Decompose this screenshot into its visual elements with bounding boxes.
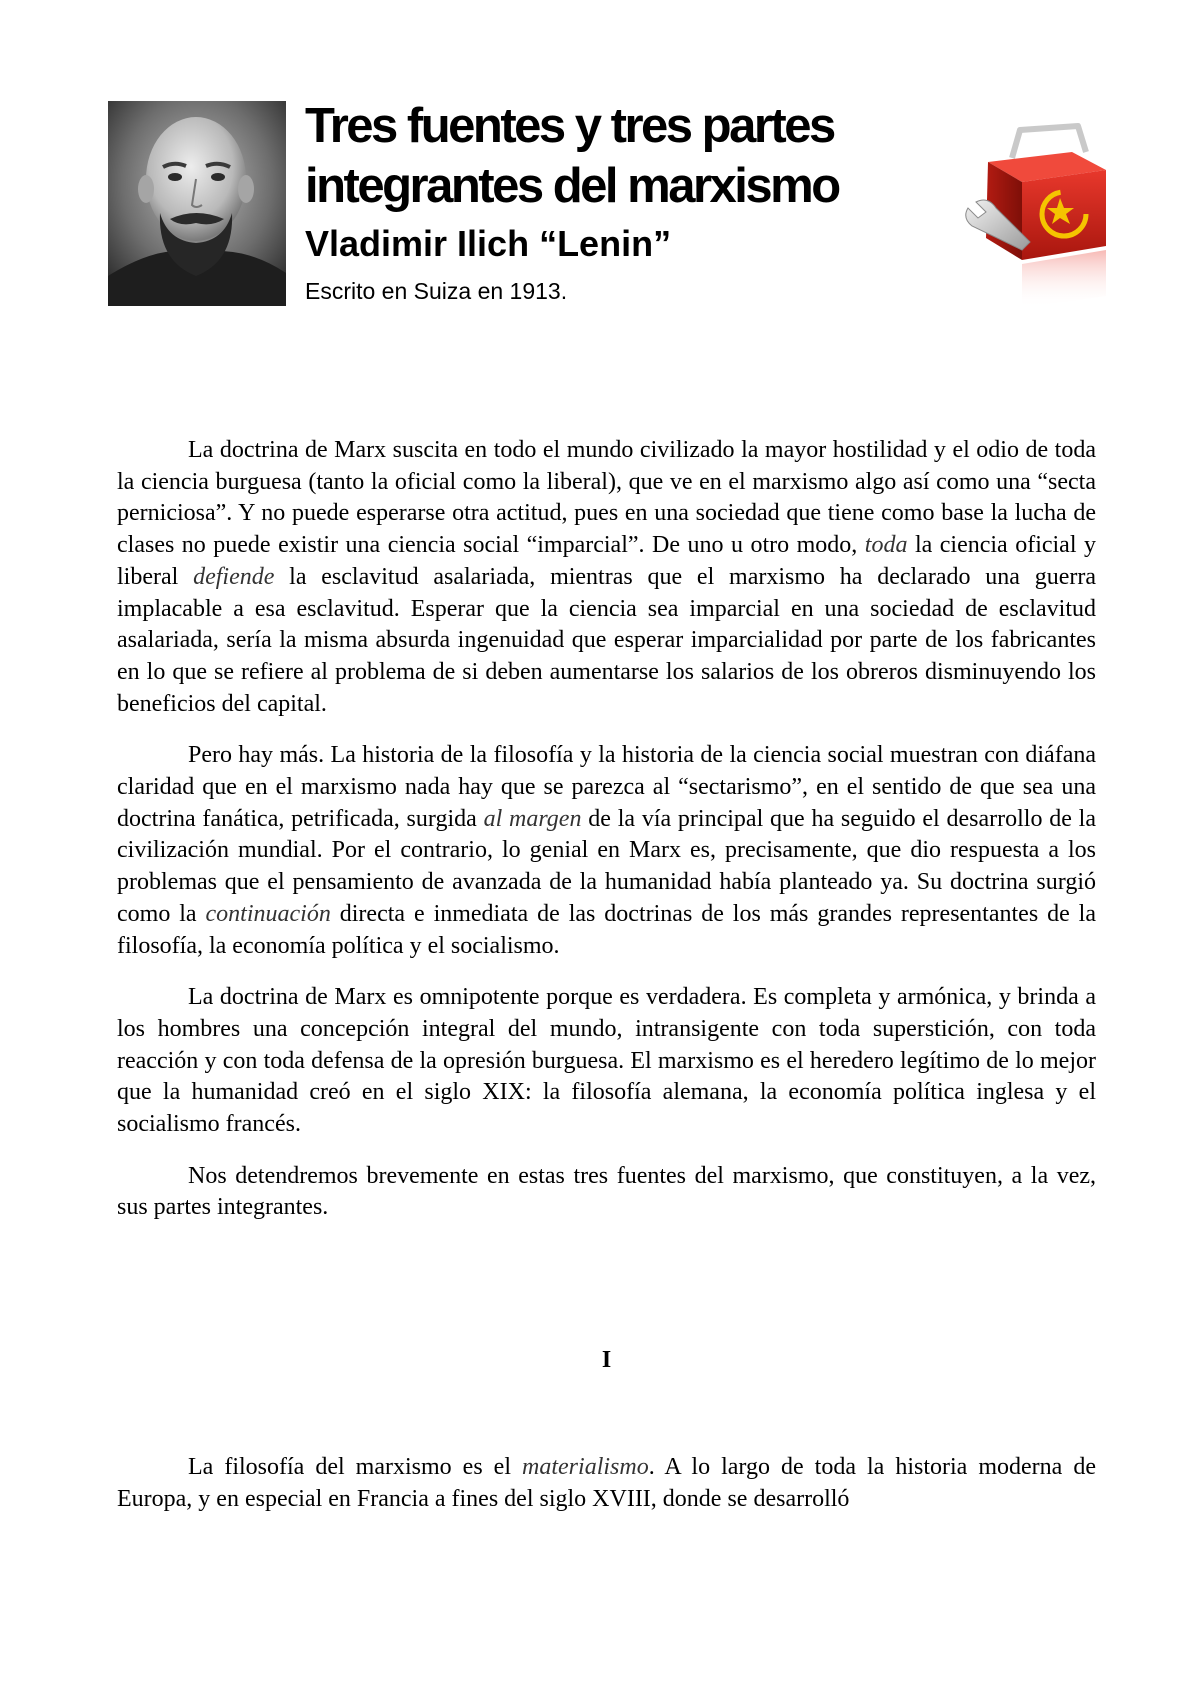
paragraph-5-text-c: . A lo largo de toda la historia moderna de Europa, y en especial en Francia a fines del siglo XVIII, donde se desarrolló — [117, 1454, 1096, 1512]
title-line-1: Tres fuentes y tres partes — [305, 99, 834, 153]
emphasis-materialismo: materialismo — [522, 1454, 649, 1480]
paragraph-3: La doctrina de Marx es omnipotente porque es verdadera. Es completa y armónica, y brinda a los hombres una concepción integral del mundo, intransigente con toda superstición, con toda reacción y con toda defensa de la opresión burguesa. El marxismo es el heredero legítimo de lo mejor que la humanidad creó en el siglo XIX: la filosofía alemana, la economía política inglesa y el socialismo francés. — [117, 984, 1096, 1138]
paragraph-2 — [117, 740, 1096, 962]
paragraph-1-text-c: la ciencia oficial y liberal — [117, 532, 1096, 590]
paragraph-1-text-a: La doctrina de Marx suscita en todo el mundo civilizado la mayor hostilidad y el odio de toda la ciencia burguesa (tanto la oficial como la liberal), que ve en el marxismo algo así como una “secta perniciosa”. Y no puede esperarse otra actitud, pues en una sociedad que tiene como base la lucha de clases no puede existir una ciencia social “imparcial”. De uno u otro modo, — [117, 437, 1096, 559]
paragraph-1 — [117, 435, 1096, 720]
document-header — [0, 0, 1200, 330]
emphasis-continuacion: continuación — [205, 900, 331, 927]
title-line-2: integrantes del marxismo — [305, 159, 839, 213]
emphasis-defiende: defiende — [193, 563, 275, 590]
emphasis-toda: toda — [864, 532, 908, 559]
toolbox-hammer-sickle-icon — [960, 118, 1120, 308]
section-body — [117, 1452, 1096, 1515]
paragraph-5 — [117, 1452, 1096, 1515]
document-body — [117, 435, 1096, 1244]
lenin-portrait — [108, 101, 286, 306]
paragraph-4: Nos detendremos brevemente en estas tres fuentes del marxismo, que constituyen, a la vez, sus partes integrantes. — [117, 1162, 1096, 1221]
written-note: Escrito en Suiza en 1913. — [305, 278, 568, 304]
paragraph-1-text-e: la esclavitud asalariada, mientras que el marxismo ha declarado una guerra implacable a esa esclavitud. Esperar que la ciencia sea imparcial en una sociedad de esclavitud asalariada, sería la misma absurda ingenuidad que esperar imparcialidad por parte de los fabricantes en lo que se refiere al problema de si deben aumentarse los salarios de los obreros disminuyendo los beneficios del capital. — [117, 563, 1096, 717]
emphasis-al-margen: al margen — [483, 805, 582, 832]
author-name: Vladimir Ilich “Lenin” — [305, 223, 672, 264]
paragraph-2-text-c: de la vía principal que ha seguido el desarrollo de la civilización mundial. Por el contrario, lo genial en Marx es, precisamente, que dio respuesta a los problemas que el pensamiento de avanzada de la humanidad había planteado ya. Su doctrina surgió como la — [117, 805, 1096, 927]
document-title — [305, 96, 935, 216]
paragraph-5-text-a: La filosofía del marxismo es el — [188, 1454, 523, 1480]
section-heading: I — [601, 1347, 612, 1373]
paragraph-2-text-a: Pero hay más. La historia de la filosofía y la historia de la ciencia social muestran con diáfana claridad que en el marxismo nada hay que se parezca al “sectarismo”, en el sentido de que sea una doctrina fanática, petrificada, surgida — [117, 742, 1096, 832]
paragraph-2-text-e: directa e inmediata de las doctrinas de los más grandes representantes de la filosofía, la economía política y el socialismo. — [117, 900, 1097, 959]
title-block — [305, 96, 935, 306]
